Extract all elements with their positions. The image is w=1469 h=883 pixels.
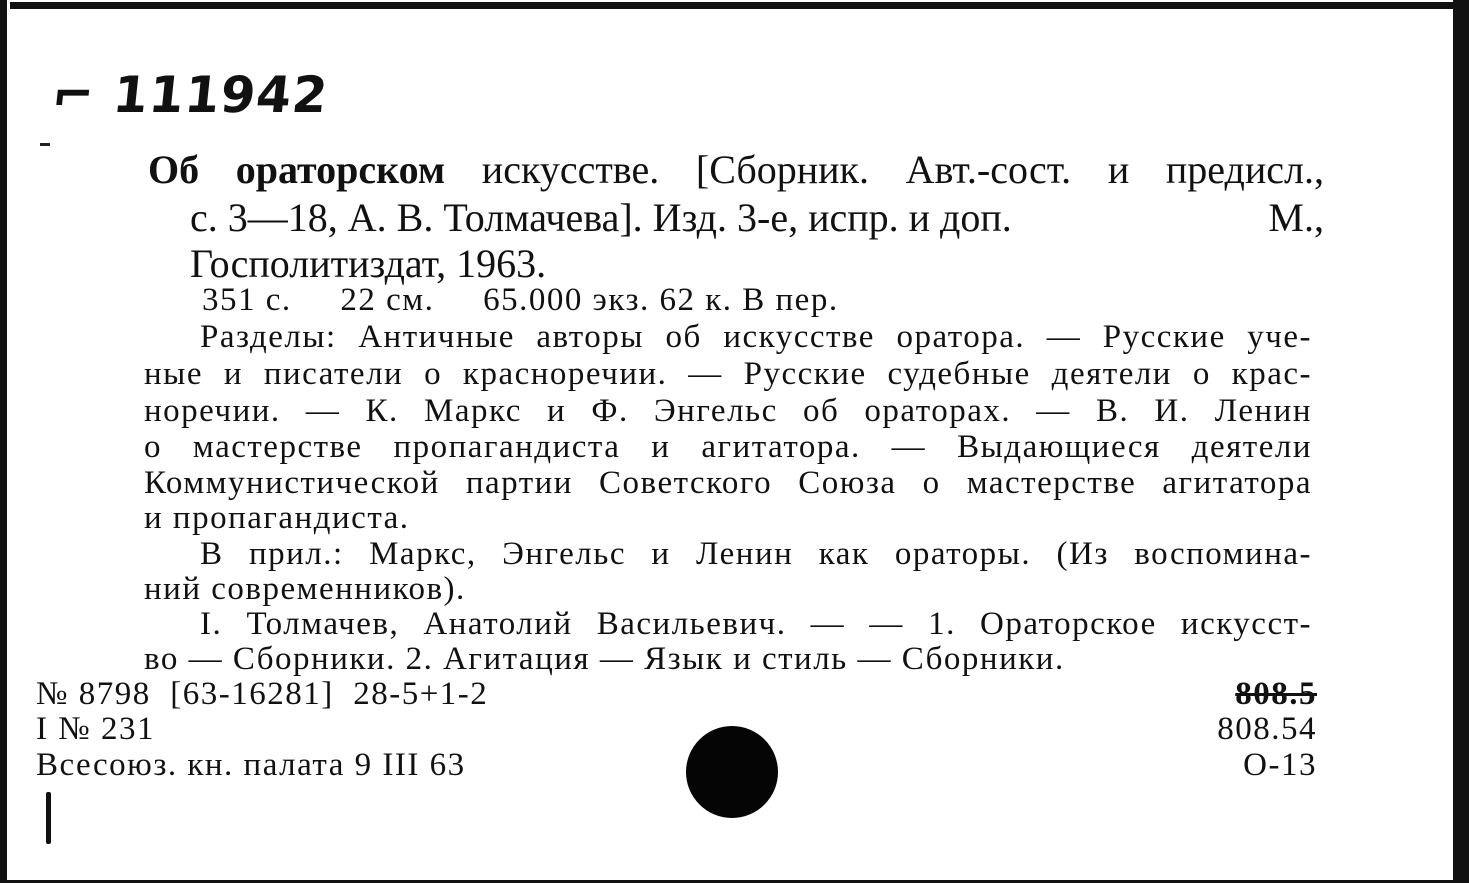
title-bold: Об ораторском bbox=[148, 147, 446, 192]
i-number: I № 231 bbox=[36, 711, 155, 747]
contents-line: и пропагандиста. bbox=[144, 500, 410, 536]
tracing-line: I. Толмачев, Анатолий Васильевич. — — 1. Ораторское искусст- bbox=[200, 606, 1312, 642]
inventory-number: 111942 bbox=[110, 66, 332, 124]
inventory-prefix-mark: ⌐ bbox=[48, 66, 117, 124]
contents-line: о мастерстве пропагандиста и агитатора. — Выдающиеся деятели bbox=[144, 429, 1312, 465]
contents-line: норечии. — К. Маркс и Ф. Энгельс об ораторах. — В. И. Ленин bbox=[144, 393, 1312, 429]
contents-line: Разделы: Античные авторы об искусстве оратора. — Русские уче- bbox=[200, 319, 1312, 355]
card-right-edge bbox=[1453, 0, 1469, 883]
author-mark: О-13 bbox=[1243, 747, 1317, 783]
card-left-edge bbox=[0, 0, 7, 883]
title-line-2-left: с. 3—18, А. В. Толмачева]. Изд. 3-е, испр. и доп. bbox=[190, 195, 1012, 240]
record-number: № 8798 [63-16281] 28-5+1-2 bbox=[36, 676, 489, 712]
title-line-2 bbox=[190, 194, 1324, 241]
card-punch-hole bbox=[686, 726, 778, 818]
handwritten-inventory-number bbox=[49, 66, 331, 124]
contents-line: Коммунистической партии Советского Союза о мастерстве агитатора bbox=[144, 465, 1312, 501]
title-rest: искусстве. [Сборник. Авт.-сост. и предисл., bbox=[445, 147, 1324, 192]
title-line-1 bbox=[148, 146, 1324, 193]
appendix-line: ний современников). bbox=[144, 571, 466, 607]
contents-line: ные и писатели о красноречии. — Русские судебные деятели о крас- bbox=[144, 356, 1312, 392]
tracing-line: во — Сборники. 2. Агитация — Язык и стиль — Сборники. bbox=[144, 641, 1065, 677]
physical-description: 351 с. 22 см. 65.000 экз. 62 к. В пер. bbox=[202, 282, 839, 318]
title-line-3: Госполитиздат, 1963. bbox=[190, 241, 547, 286]
appendix-line: В прил.: Маркс, Энгельс и Ленин как ораторы. (Из воспомина- bbox=[200, 536, 1312, 572]
class-number-udc: 808.54 bbox=[1217, 711, 1317, 747]
margin-tick-mark bbox=[46, 792, 51, 844]
title-line-2-right: М., bbox=[1268, 195, 1324, 240]
card-top-edge bbox=[10, 2, 1469, 9]
class-number-crossed: 808.5 bbox=[1235, 676, 1317, 712]
book-chamber-stamp: Всесоюз. кн. палата 9 III 63 bbox=[36, 747, 466, 783]
margin-dash-mark bbox=[40, 143, 50, 146]
